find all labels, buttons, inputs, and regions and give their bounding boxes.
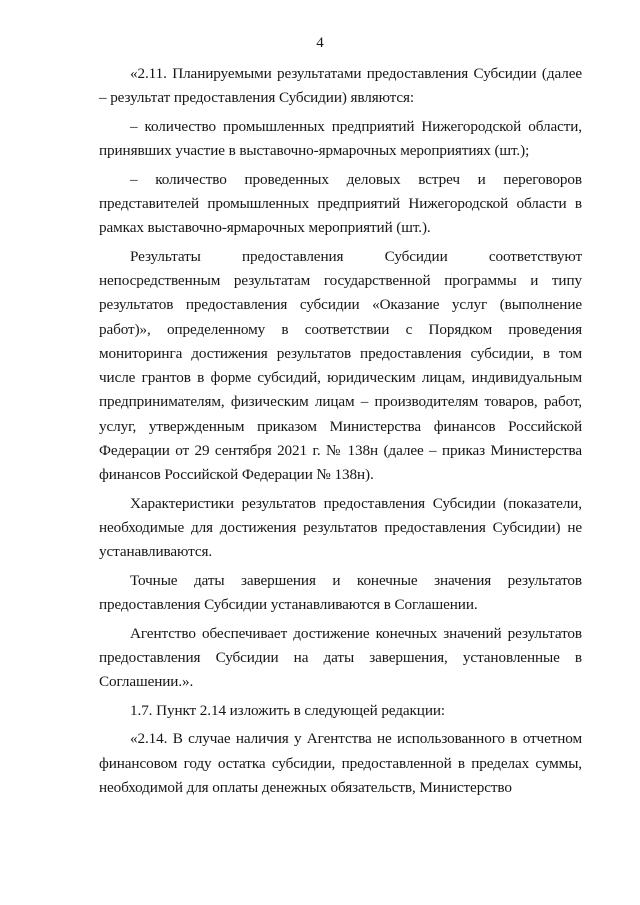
paragraph-1-7: 1.7. Пункт 2.14 изложить в следующей редакции: bbox=[130, 701, 445, 719]
page-number: 4 bbox=[316, 35, 324, 51]
document-body bbox=[99, 62, 582, 804]
paragraph-result-enterprises: – количество промышленных предприятий Нижегородской области, принявших участие в выставочно-ярмарочных мероприятиях (шт.); bbox=[99, 117, 582, 160]
paragraph-2-11-intro: «2.11. Планируемыми результатами предоставления Субсидии (далее – результат предоставления Субсидии) являются: bbox=[99, 65, 582, 107]
paragraph-characteristics: Характеристики результатов предоставления Субсидии (показатели, необходимые для достижения результатов предоставления Субсидии) не устанавливаются. bbox=[99, 494, 582, 561]
paragraph-completion-dates: Точные даты завершения и конечные значения результатов предоставления Субсидии устанавливаются в Соглашении. bbox=[99, 571, 582, 614]
paragraph-result-meetings: – количество проведенных деловых встреч и переговоров представителей промышленных предприятий Нижегородской области в рамках выставочно-ярмарочных мероприятий (шт.). bbox=[99, 170, 582, 237]
paragraph-results-correspondence: Результаты предоставления Субсидии соответствуют непосредственным результатам государственной программы и типу результатов предоставления субсидии «Оказание услуг (выполнение работ)», определенному в соответствии с Порядком проведения мониторинга достижения результатов предоставления субсидии, в том числе грантов в форме субсидий, юридическим лицам, индивидуальным предпринимателям, физическим лицам – производителям товаров, работ, услуг, утвержденным приказом Министерства финансов Российской Федерации от 29 сентября 2021 г. № 138н (далее – приказ Министерства финансов Российской Федерации № 138н). bbox=[99, 247, 582, 484]
paragraph-agency-ensures: Агентство обеспечивает достижение конечных значений результатов предоставления Субсидии на даты завершения, установленные в Соглашении.». bbox=[99, 624, 582, 691]
paragraph-2-14: «2.14. В случае наличия у Агентства не использованного в отчетном финансовом году остатка субсидии, предоставленной в пределах суммы, необходимой для оплаты денежных обязательств, Министерство bbox=[99, 730, 582, 796]
